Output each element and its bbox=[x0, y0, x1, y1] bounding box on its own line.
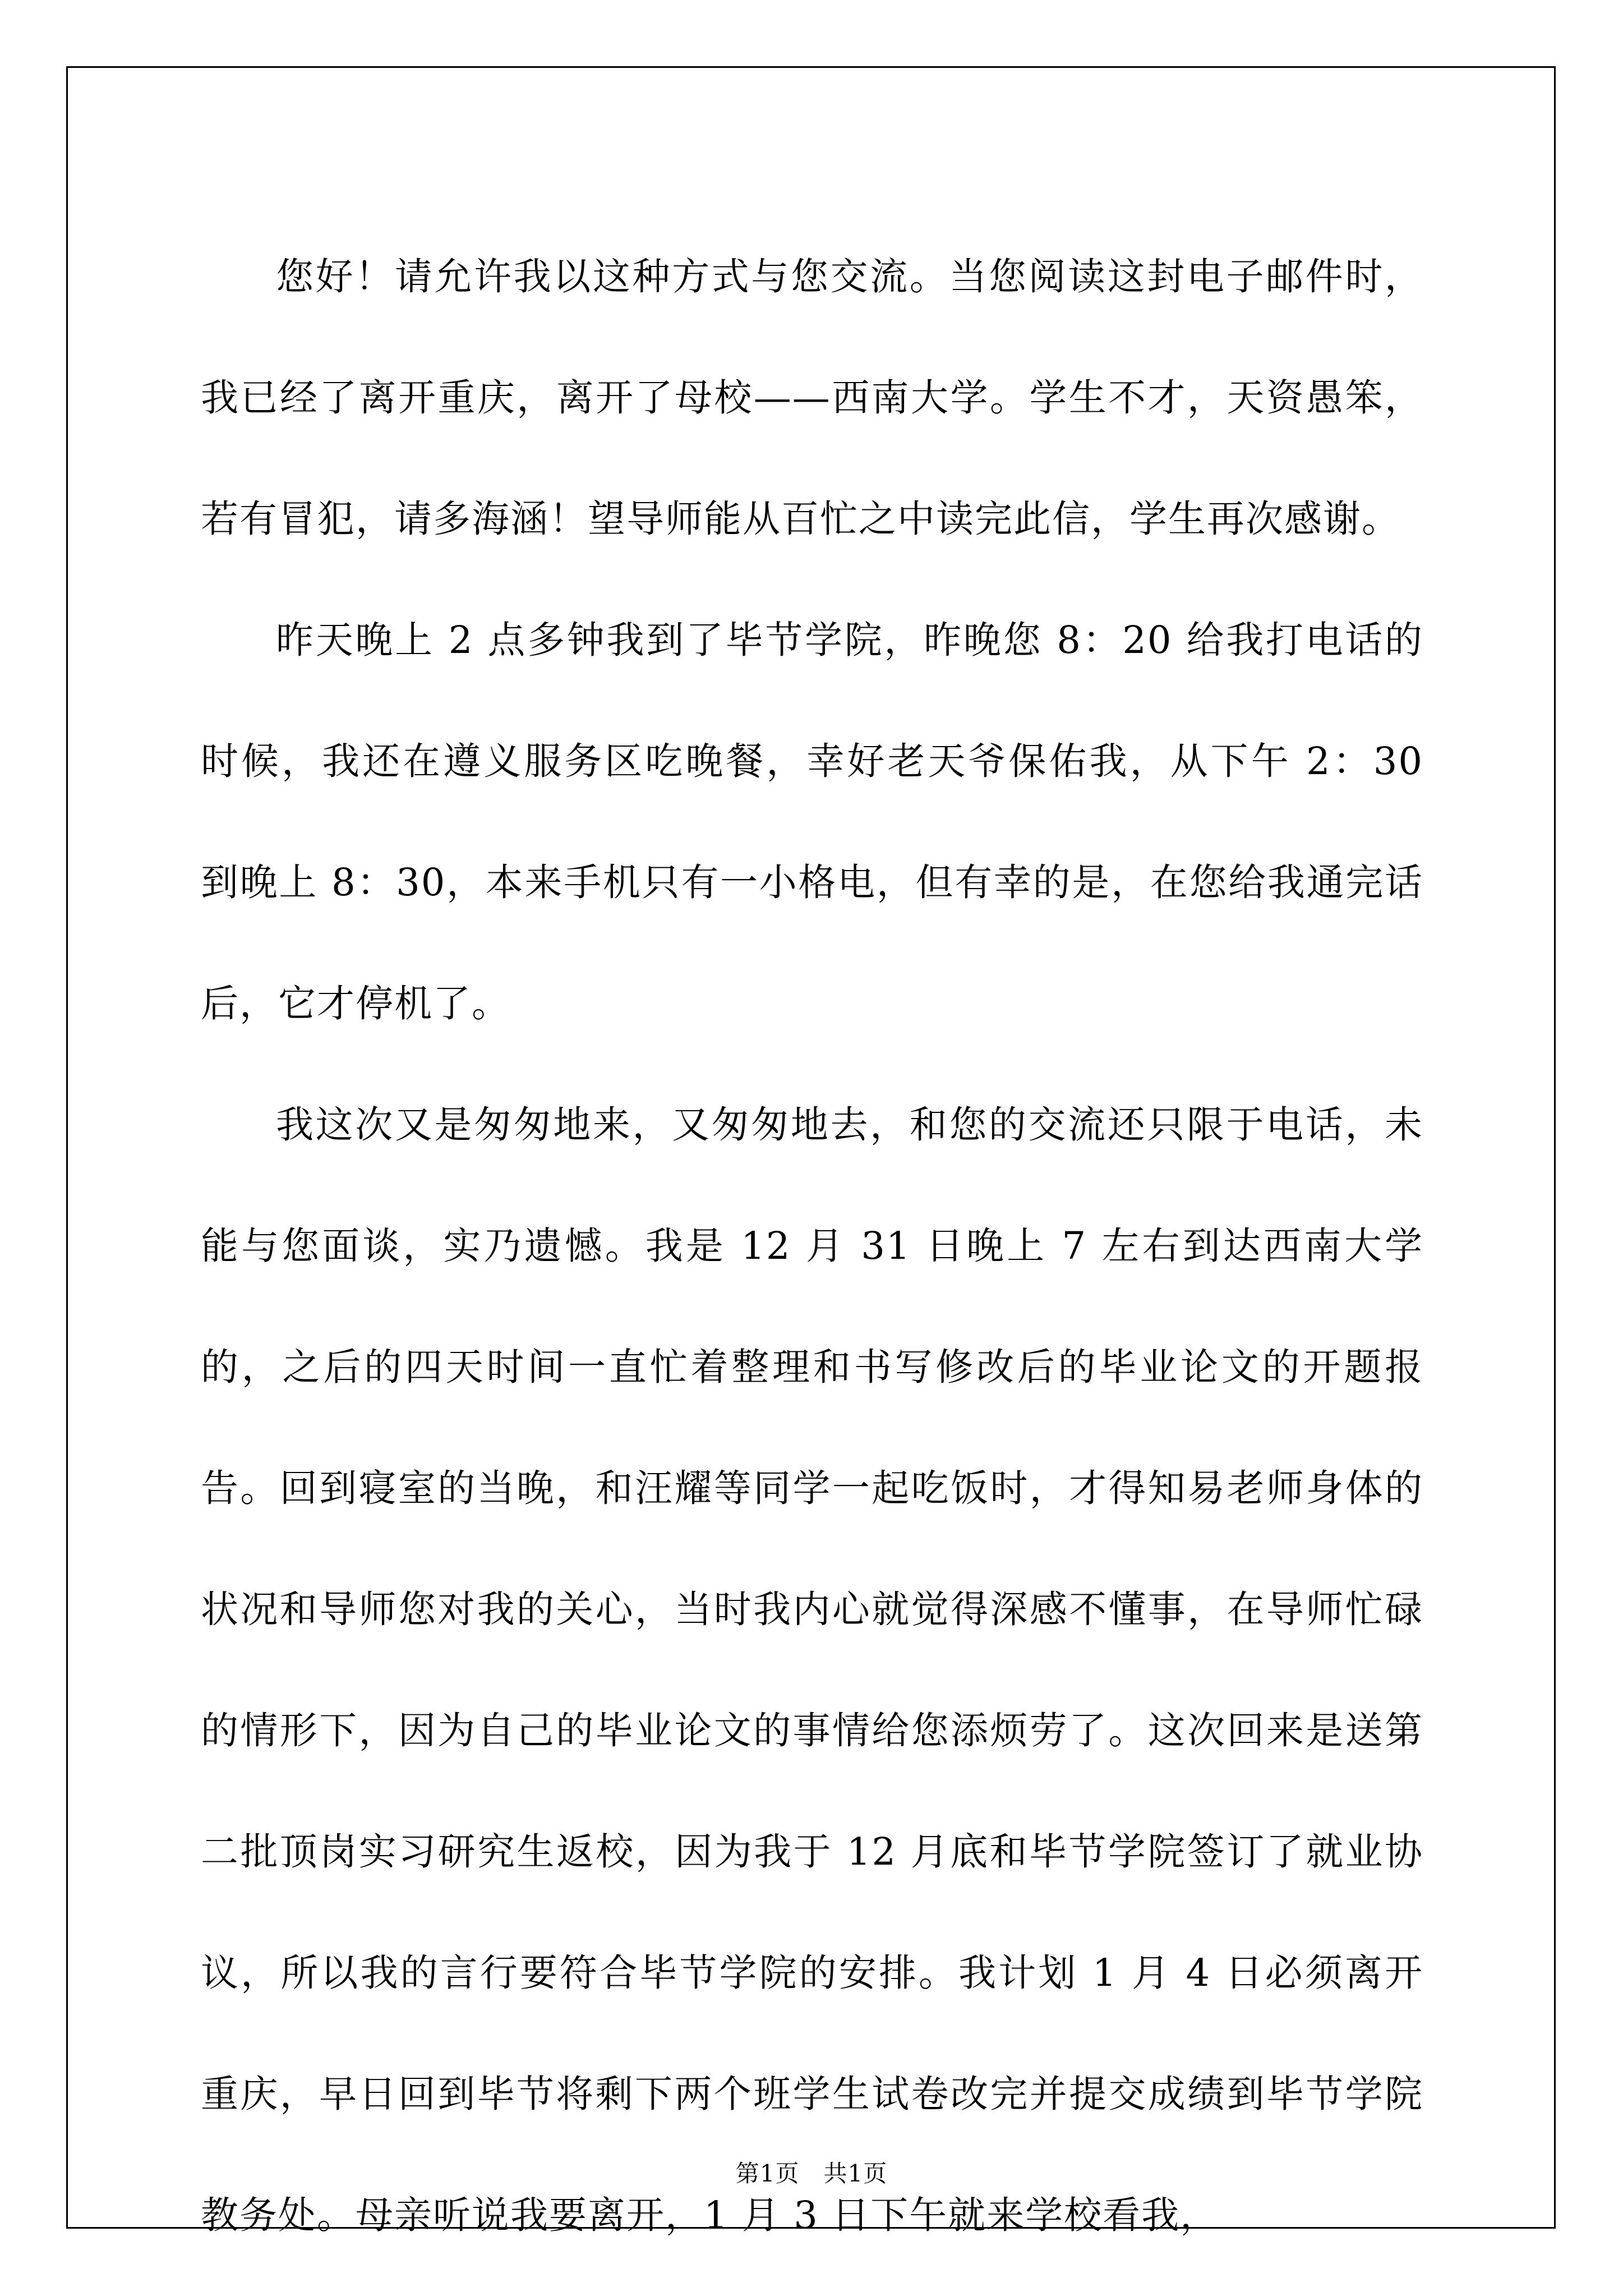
page-footer bbox=[0, 2157, 1623, 2191]
paragraph-arrival: 昨天晚上 2 点多钟我到了毕节学院，昨晚您 8：20 给我打电话的时候，我还在遵义服务区吃晚餐，幸好老天爷保佑我，从下午 2：30 到晚上 8：30，本来手机只有一小格电，但有幸的是，在您给我通完话后，它才停机了。 bbox=[201, 618, 1423, 1025]
page-number: 第1页 bbox=[735, 2160, 800, 2187]
paragraph-greeting: 您好！请允许我以这种方式与您交流。当您阅读这封电子邮件时，我已经了离开重庆，离开了母校——西南大学。学生不才，天资愚笨，若有冒犯，请多海涵！望导师能从百忙之中读完此信，学生再次感谢。 bbox=[201, 255, 1423, 541]
page-total: 共1页 bbox=[823, 2160, 888, 2187]
document-body bbox=[201, 216, 1423, 2276]
paragraph-visit: 我这次又是匆匆地来，又匆匆地去，和您的交流还只限于电话，未能与您面谈，实乃遗憾。我是 12 月 31 日晚上 7 左右到达西南大学的，之后的四天时间一直忙着整理和书写修改后的毕业论文的开题报告。回到寝室的当晚，和汪耀等同学一起吃饭时，才得知易老师身体的状况和导师您对我的关心，当时我内心就觉得深感不懂事，在导师忙碌的情形下，因为自己的毕业论文的事情给您添烦劳了。这次回来是送第二批顶岗实习研究生返校，因为我于 12 月底和毕节学院签订了就业协议，所以我的言行要符合毕节学院的安排。我计划 1 月 4 日必须离开重庆，早日回到毕节将剩下两个班学生试卷改完并提交成绩到毕节学院教务处。母亲听说我要离开，1 月 3 日下午就来学校看我， bbox=[201, 1103, 1423, 2237]
